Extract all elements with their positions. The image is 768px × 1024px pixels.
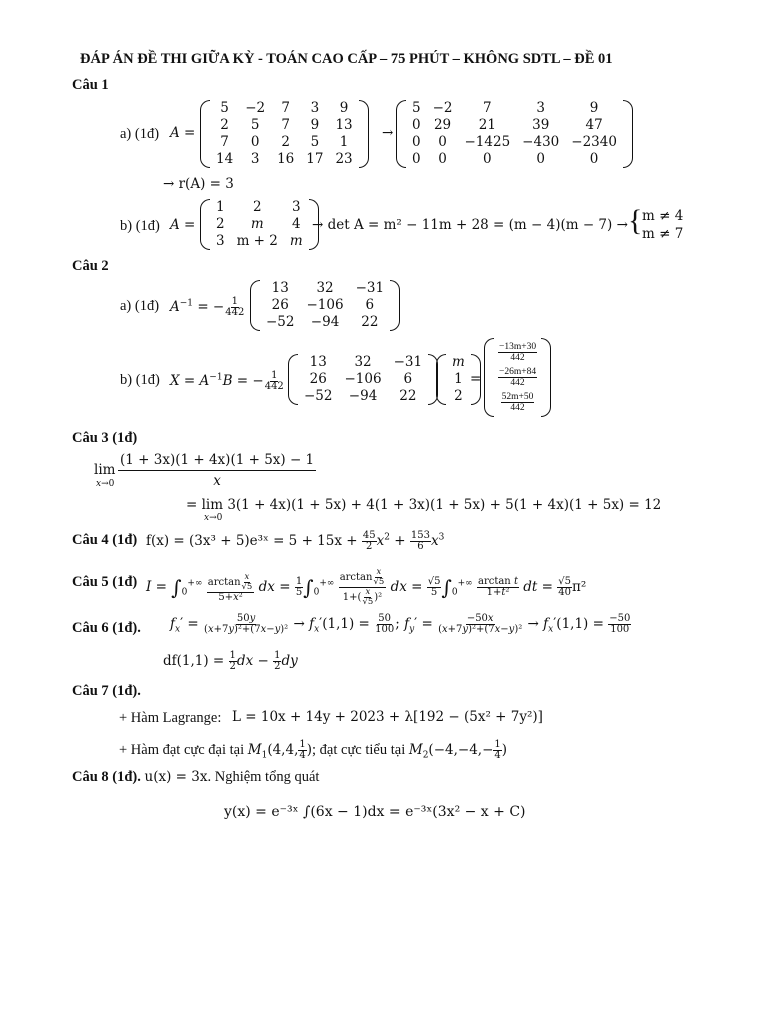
inverse-b-cell: −94 <box>348 388 378 404</box>
matrix-reduced-cell: 47 <box>585 117 603 133</box>
matrix-b-cell: m + 2 <box>236 233 278 249</box>
matrix-a-cell: 16 <box>277 151 295 167</box>
condition-1: m ≠ 4 <box>642 208 684 224</box>
matrix-reduced-cell: 39 <box>532 117 550 133</box>
equals: = <box>470 371 482 387</box>
arrow: → <box>382 125 394 141</box>
result-entry: $\frac{-13m+30}{442}$ <box>499 342 537 363</box>
q6-differential: df(1,1) = $\frac{1}{2}$ dx − $\frac{1}{2}$ dy <box>163 650 298 672</box>
q3-heading: Câu 3 (1đ) <box>72 430 138 446</box>
matrix-a-cell: 5 <box>220 100 229 116</box>
matrix-a-cell: 17 <box>306 151 324 167</box>
matrix-B <box>200 199 319 250</box>
brace: { <box>628 204 643 237</box>
q8-u: u(x) = 3x <box>144 769 208 785</box>
inverse-b-cell: 22 <box>399 388 417 404</box>
q6-partials: $f_x'$ = $\frac{50y}{\text{(x+7y)²+(7x−y)²}}$ → $f_x'(1,1)$ = $\frac{50}{100}$ ; $f_y'$ = $\frac{-50x}{\text{(x+7y)²+(7x−y)²}}$ → $f_x'(1,1)$ = $\frac{-50}{100}$ <box>170 613 631 635</box>
inverse-b-cell: 32 <box>354 354 372 370</box>
matrix-reduced-cell: 0 <box>438 151 447 167</box>
inverse-b-cell: −31 <box>393 354 423 370</box>
rhs-cell: m <box>452 354 465 370</box>
matrix-b-cell: 4 <box>292 216 301 232</box>
inverse-cell: 6 <box>365 297 375 313</box>
q1b-A-eq: A = <box>170 217 196 233</box>
matrix-reduced <box>396 100 633 168</box>
matrix-a-cell: 1 <box>339 134 349 150</box>
matrix-reduced-cell: 5 <box>412 100 421 116</box>
matrix-reduced-cell: −430 <box>522 134 560 150</box>
matrix-reduced-cell: 3 <box>536 100 546 116</box>
matrix-reduced-cell: 0 <box>438 134 447 150</box>
matrix-b-cell: 2 <box>252 199 262 215</box>
inverse-b-cell: 13 <box>309 354 327 370</box>
q7-extrema-text: + Hàm đạt cực đại tại <box>119 742 245 758</box>
inverse-cell: −31 <box>355 280 385 296</box>
determinant: → det A = m² − 11m + 28 = (m − 4)(m − 7) → <box>312 217 628 233</box>
matrix-a-cell: 14 <box>216 151 234 167</box>
q4-coeff-2: $\frac{153}{6}$ <box>410 530 430 552</box>
matrix-reduced-cell: −1425 <box>464 134 511 150</box>
inverse-cell: 32 <box>316 280 334 296</box>
matrix-reduced-cell: 0 <box>412 134 421 150</box>
matrix-b-cell: 3 <box>292 199 301 215</box>
matrix-a-cell: 2 <box>220 117 229 133</box>
inverse-cell: −106 <box>306 297 344 313</box>
q6-heading: Câu 6 (1đ). <box>72 620 141 636</box>
matrix-a-cell: 9 <box>339 100 349 116</box>
q1b-label: b) (1đ) <box>120 218 160 234</box>
matrix-a-cell: 7 <box>281 100 290 116</box>
q2b-label: b) (1đ) <box>120 372 160 388</box>
q3-lim-sub: x→0 <box>96 479 115 489</box>
rhs-cell: 2 <box>454 388 463 404</box>
matrix-b-cell: m <box>250 216 264 232</box>
q8-intro-text: . Nghiệm tổng quát <box>207 769 320 785</box>
q8-solution: y(x) = e⁻³ˣ ∫(6x − 1)dx = e⁻³ˣ(3x² − x + C) <box>224 804 526 820</box>
q4-expr-text: f(x) = (3x³ + 5)e³ˣ = 5 + 15x + <box>146 533 358 549</box>
matrix-a-cell: 7 <box>281 117 290 133</box>
q5-integral: $I = \int_0^{+\infty}$ arctan $\frac{x}{√5}$ 5+x² dx = $\frac{1}{5}$ $\int_0^{+\infty}$ arctan $\frac{x}{√5}$ 1+( $\frac{x}{√5}$ )² dx = $\frac{√5}{5}$ $\int_0^{+\infty}$ $\frac{\text{arctan t}}{\text{1+t²}}$ dt = $\frac{√5}{40}$ π² <box>146 567 587 607</box>
inverse-cell: −52 <box>266 314 295 330</box>
result-vector <box>484 338 551 417</box>
matrix-a-cell: 5 <box>310 134 320 150</box>
inverse-cell: 22 <box>361 314 379 330</box>
q2a-inverse-eq: $A^{-1}$ = − $\frac{1}{442}$ <box>170 296 245 318</box>
q7-extrema-mid: ; đạt cực tiểu tại <box>312 742 406 758</box>
q5-answer: π² <box>571 579 587 595</box>
q4-heading: Câu 4 (1đ) <box>72 532 138 548</box>
matrix-reduced-cell: 0 <box>412 117 421 133</box>
q3-result: = lim 3(1 + 4x)(1 + 5x) + 4(1 + 3x)(1 + 5x) + 5(1 + 4x)(1 + 5x) = 12 <box>186 497 662 513</box>
inverse-b-cell: −52 <box>304 388 333 404</box>
q2-heading: Câu 2 <box>72 258 109 274</box>
matrix-a-cell: 3 <box>310 100 320 116</box>
matrix-a-cell: 0 <box>250 134 260 150</box>
matrix-A <box>200 100 369 168</box>
page-title: ĐÁP ÁN ĐỀ THI GIỮA KỲ - TOÁN CAO CẤP – 75 PHÚT – KHÔNG SDTL – ĐỀ 01 <box>80 51 613 67</box>
matrix-a-cell: 7 <box>220 134 229 150</box>
matrix-a-cell: 5 <box>250 117 260 133</box>
q3-denominator: x <box>213 473 221 489</box>
matrix-reduced-cell: −2340 <box>571 134 617 150</box>
q2b-X-eq: $X = A^{-1}B$ = − $\frac{1}{442}$ <box>170 370 284 392</box>
rank-result: → r(A) = 3 <box>163 176 234 192</box>
inverse-cell: −94 <box>310 314 340 330</box>
inverse-cell: 26 <box>271 297 289 313</box>
condition-2: m ≠ 7 <box>642 226 684 242</box>
matrix-reduced-cell: 21 <box>478 117 496 133</box>
q7-lagrange-label: + Hàm Lagrange: <box>119 710 222 726</box>
inverse-b-cell: 26 <box>309 371 327 387</box>
matrix-a-cell: 13 <box>335 117 353 133</box>
q6-df: df(1,1) = <box>163 653 225 669</box>
q7-heading: Câu 7 (1đ). <box>72 683 141 699</box>
q8-heading: Câu 8 (1đ). <box>72 769 141 785</box>
inverse-cell: 13 <box>271 280 289 296</box>
q3-lim-sub-2: x→0 <box>204 513 223 523</box>
inverse-b-cell: 6 <box>403 371 413 387</box>
q4-coeff-1: $\frac{45}{2}$ <box>362 530 376 552</box>
matrix-inverse <box>250 280 400 331</box>
result-entry: $\frac{-26m+84}{442}$ <box>499 367 537 388</box>
matrix-a-cell: 3 <box>250 151 260 167</box>
matrix-reduced-cell: 0 <box>412 151 421 167</box>
rhs-cell: 1 <box>454 371 463 387</box>
q7-extrema: + Hàm đạt cực đại tại $M_1(4,4$, $\frac{1}{4}$ ); đạt cực tiểu tại $M_2(-4,-4,-$ $\frac{1}{4}$ ) <box>119 739 508 761</box>
matrix-b-cell: 1 <box>216 199 225 215</box>
q8-intro <box>72 769 319 786</box>
matrix-reduced-cell: 29 <box>433 117 452 133</box>
matrix-reduced-cell: 0 <box>589 151 599 167</box>
matrix-a-cell: 9 <box>310 117 320 133</box>
result-entry: $\frac{52m+50}{442}$ <box>501 392 534 413</box>
inverse-b-cell: −106 <box>344 371 382 387</box>
matrix-a-cell: 2 <box>281 134 290 150</box>
matrix-inverse-b <box>288 354 438 405</box>
q1a-A-eq: A = <box>170 125 196 141</box>
q3-lim: lim <box>94 462 116 478</box>
q7-lagrange: L = 10x + 14y + 2023 + λ[192 − (5x² + 7y²)] <box>232 709 543 725</box>
matrix-a-cell: −2 <box>245 100 266 116</box>
q3-numerator: (1 + 3x)(1 + 4x)(1 + 5x) − 1 <box>118 452 316 471</box>
q4-expr: f(x) = (3x³ + 5)e³ˣ = 5 + 15x + $\frac{45}{2}$ $x^2$ + $\frac{153}{6}$ $x^3$ <box>146 530 445 552</box>
matrix-reduced-cell: 0 <box>536 151 546 167</box>
q3-fraction <box>118 452 316 489</box>
matrix-reduced-cell: −2 <box>432 100 453 116</box>
matrix-b-cell: 2 <box>216 216 225 232</box>
matrix-reduced-cell: 0 <box>483 151 492 167</box>
q1a-label: a) (1đ) <box>120 126 160 142</box>
matrix-b-cell: 3 <box>216 233 225 249</box>
matrix-reduced-cell: 9 <box>589 100 599 116</box>
q1-heading: Câu 1 <box>72 77 109 93</box>
q2a-label: a) (1đ) <box>120 298 160 314</box>
matrix-a-cell: 23 <box>335 151 353 167</box>
q5-heading: Câu 5 (1đ) <box>72 574 138 590</box>
matrix-reduced-cell: 7 <box>483 100 492 116</box>
matrix-b-cell: m <box>289 233 303 249</box>
